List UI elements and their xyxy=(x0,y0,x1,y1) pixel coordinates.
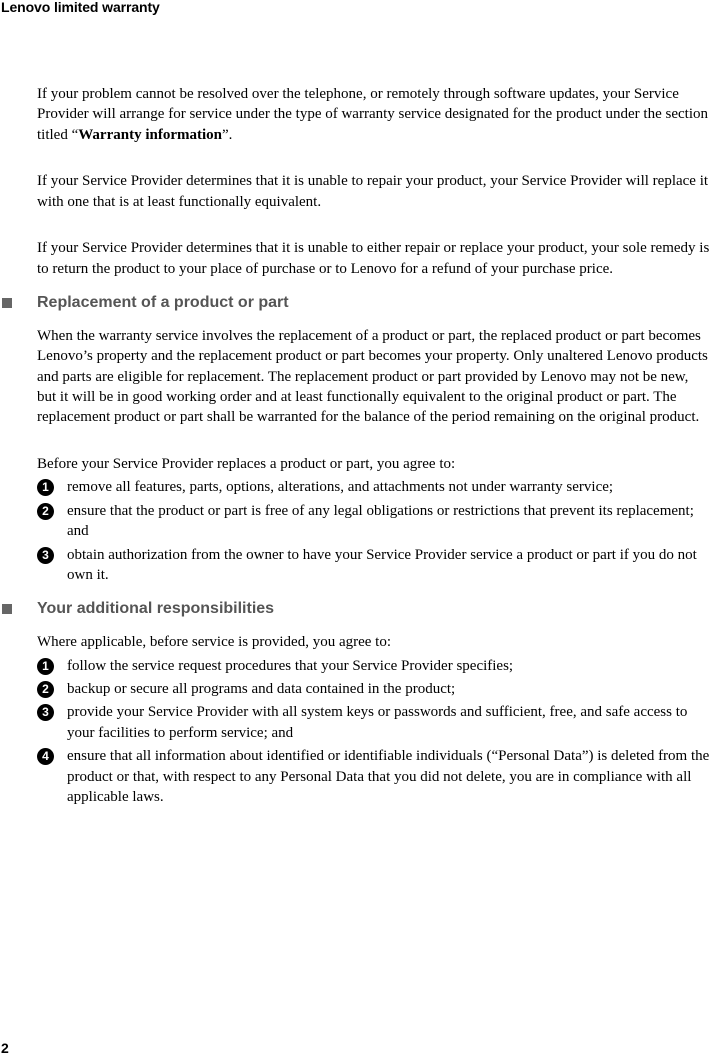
intro-paragraph-1-end: ”. xyxy=(222,126,233,143)
list-item xyxy=(37,545,711,586)
responsibilities-heading-text: Your additional responsibilities xyxy=(37,600,275,618)
list-item xyxy=(37,679,711,699)
warranty-information-reference: Warranty information xyxy=(78,126,222,143)
replacement-paragraph-2: Before your Service Provider replaces a product or part, you agree to: xyxy=(37,456,456,473)
list-item xyxy=(37,501,711,542)
intro-paragraph-3: If your Service Provider determines that it is unable to either repair or replace your product, your sole remedy is to return the product to your place of purchase or to Lenovo for a refund of your purchase price. xyxy=(37,240,710,277)
number-1-icon: 1 xyxy=(37,479,54,496)
list-item xyxy=(37,702,711,743)
list-item xyxy=(37,477,711,497)
page-number: 2 xyxy=(1,1040,9,1056)
square-bullet-icon xyxy=(2,604,12,614)
list-item-text: obtain authorization from the owner to have your Service Provider service a product or part if you do not own it. xyxy=(67,546,697,583)
responsibilities-paragraph-1: Where applicable, before service is provided, you agree to: xyxy=(37,634,392,651)
list-item xyxy=(37,656,711,676)
list-item xyxy=(37,746,711,807)
list-item-text: ensure that all information about identified or identifiable individuals (“Personal Data”) is deleted from the product or that, with respect to any Personal Data that you did not delete, you are in compliance with all applicable laws. xyxy=(67,748,710,805)
number-3-icon: 3 xyxy=(37,704,54,721)
responsibilities-heading xyxy=(37,599,711,619)
list-item-text: provide your Service Provider with all system keys or passwords and sufficient, free, and safe access to your facilities to perform service; and xyxy=(67,704,688,741)
number-2-icon: 2 xyxy=(37,503,54,520)
replacement-heading xyxy=(37,293,711,313)
intro-paragraph-2: If your Service Provider determines that it is unable to repair your product, your Service Provider will replace it with one that is at least functionally equivalent. xyxy=(37,173,709,210)
intro-paragraph-1-text: If your problem cannot be resolved over the telephone, or remotely through software updates, your Service Provider will arrange for service under the type of warranty service designated for the product under the section titled “ xyxy=(37,86,708,143)
list-item-text: ensure that the product or part is free of any legal obligations or restrictions that prevent its replacement; and xyxy=(67,502,694,540)
replacement-list xyxy=(37,477,711,585)
number-1-icon: 1 xyxy=(37,658,54,675)
number-4-icon: 4 xyxy=(37,748,54,765)
list-item-text: remove all features, parts, options, alterations, and attachments not under warranty service; xyxy=(67,479,614,496)
page-content xyxy=(37,84,711,810)
header-title: Lenovo limited warranty xyxy=(1,0,160,15)
replacement-heading-text: Replacement of a product or part xyxy=(37,294,289,312)
number-2-icon: 2 xyxy=(37,681,54,698)
list-item-text: backup or secure all programs and data contained in the product; xyxy=(67,681,456,697)
intro-paragraph-1 xyxy=(37,84,711,145)
number-3-icon: 3 xyxy=(37,547,54,564)
responsibilities-list xyxy=(37,656,711,808)
replacement-paragraph-1: When the warranty service involves the replacement of a product or part, the replaced product or part becomes Lenovo’s property and the replacement product or part becomes your property. Only unaltered Lenovo products and parts are eligible for replacement. The replacement product or part provided by Lenovo may not be new, but it will be in good working order and at least functionally equivalent to the original product or part. The replacement product or part shall be warranted for the balance of the period remaining on the original product. xyxy=(37,328,708,426)
list-item-text: follow the service request procedures that your Service Provider specifies; xyxy=(67,657,514,674)
square-bullet-icon xyxy=(2,298,12,308)
